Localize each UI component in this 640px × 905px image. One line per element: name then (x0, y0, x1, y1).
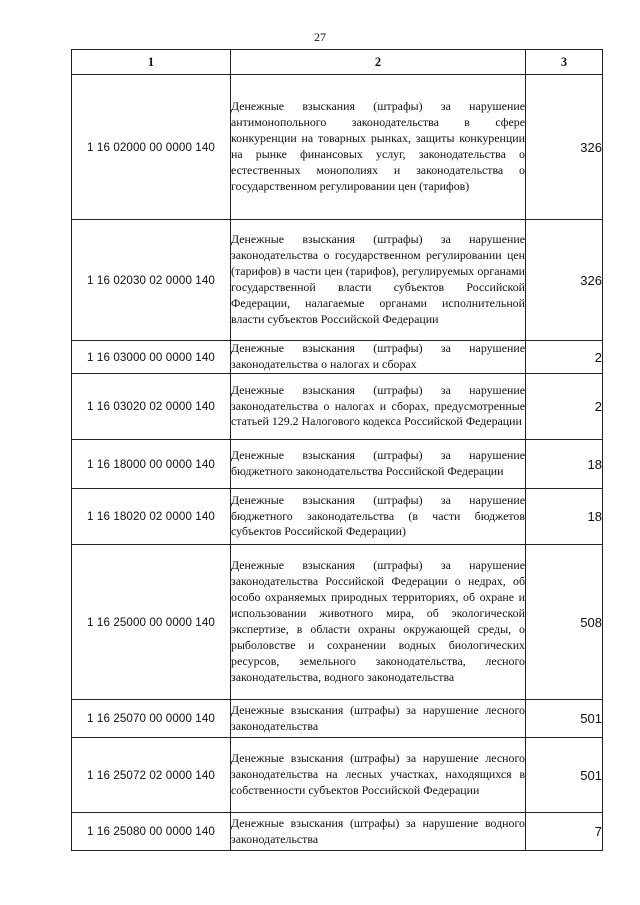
revenue-description: Денежные взыскания (штрафы) за нарушение антимонопольного законодательства в сфере конкуренции на товарных рынках, защиты конкуренции на рынке финансовых услуг, законодательства о естественных монополиях и законодательства о государственном регулировании цен (тарифов) (231, 75, 526, 220)
revenue-description: Денежные взыскания (штрафы) за нарушение водного законодательства (231, 813, 526, 851)
amount: 501 (526, 738, 603, 813)
amount: 18 (526, 489, 603, 545)
table-row (72, 738, 603, 813)
revenue-description: Денежные взыскания (штрафы) за нарушение бюджетного законодательства (в части бюджетов субъектов Российской Федерации) (231, 489, 526, 545)
column-header-3: 3 (526, 50, 603, 75)
revenue-description: Денежные взыскания (штрафы) за нарушение законодательства о налогах и сборах (231, 341, 526, 374)
amount: 501 (526, 700, 603, 738)
column-header-1: 1 (72, 50, 231, 75)
page-number: 27 (314, 30, 326, 44)
table-row (72, 440, 603, 489)
budget-code: 1 16 25000 00 0000 140 (72, 545, 231, 700)
budget-code: 1 16 03020 02 0000 140 (72, 374, 231, 440)
budget-code: 1 16 02000 00 0000 140 (72, 75, 231, 220)
table-row (72, 374, 603, 440)
column-header-2: 2 (231, 50, 526, 75)
amount: 508 (526, 545, 603, 700)
revenue-description: Денежные взыскания (штрафы) за нарушение лесного законодательства (231, 700, 526, 738)
amount: 2 (526, 374, 603, 440)
budget-code: 1 16 18020 02 0000 140 (72, 489, 231, 545)
revenue-description: Денежные взыскания (штрафы) за нарушение законодательства Российской Федерации о недрах, об особо охраняемых природных территориях, об охране и использовании животного мира, об экологической экспертизе, в области охраны окружающей среды, о рыболовстве и сохранении водных биологических ресурсов, земельного законодательства, лесного законодательства, водного законодательства (231, 545, 526, 700)
revenue-description: Денежные взыскания (штрафы) за нарушение законодательства о государственном регулировании цен (тарифов) в части цен (тарифов), регулируемых органами государственной власти субъектов Российской Федерации, налагаемые органами исполнительной власти субъектов Российской Федерации (231, 220, 526, 341)
budget-code: 1 16 02030 02 0000 140 (72, 220, 231, 341)
revenue-description: Денежные взыскания (штрафы) за нарушение бюджетного законодательства Российской Федерации (231, 440, 526, 489)
table-row (72, 341, 603, 374)
budget-code: 1 16 18000 00 0000 140 (72, 440, 231, 489)
budget-revenue-table (71, 49, 603, 851)
table-row (72, 545, 603, 700)
table-header-row (72, 50, 603, 75)
amount: 326 (526, 220, 603, 341)
budget-code: 1 16 25070 00 0000 140 (72, 700, 231, 738)
amount: 326 (526, 75, 603, 220)
amount: 2 (526, 341, 603, 374)
budget-code: 1 16 03000 00 0000 140 (72, 341, 231, 374)
budget-code: 1 16 25072 02 0000 140 (72, 738, 231, 813)
table-row (72, 220, 603, 341)
table-row (72, 489, 603, 545)
table-row (72, 75, 603, 220)
budget-code: 1 16 25080 00 0000 140 (72, 813, 231, 851)
amount: 7 (526, 813, 603, 851)
revenue-description: Денежные взыскания (штрафы) за нарушение законодательства о налогах и сборах, предусмотренные статьей 129.2 Налогового кодекса Российской Федерации (231, 374, 526, 440)
table-row (72, 813, 603, 851)
amount: 18 (526, 440, 603, 489)
revenue-description: Денежные взыскания (штрафы) за нарушение лесного законодательства на лесных участках, находящихся в собственности субъектов Российской Федерации (231, 738, 526, 813)
table-row (72, 700, 603, 738)
